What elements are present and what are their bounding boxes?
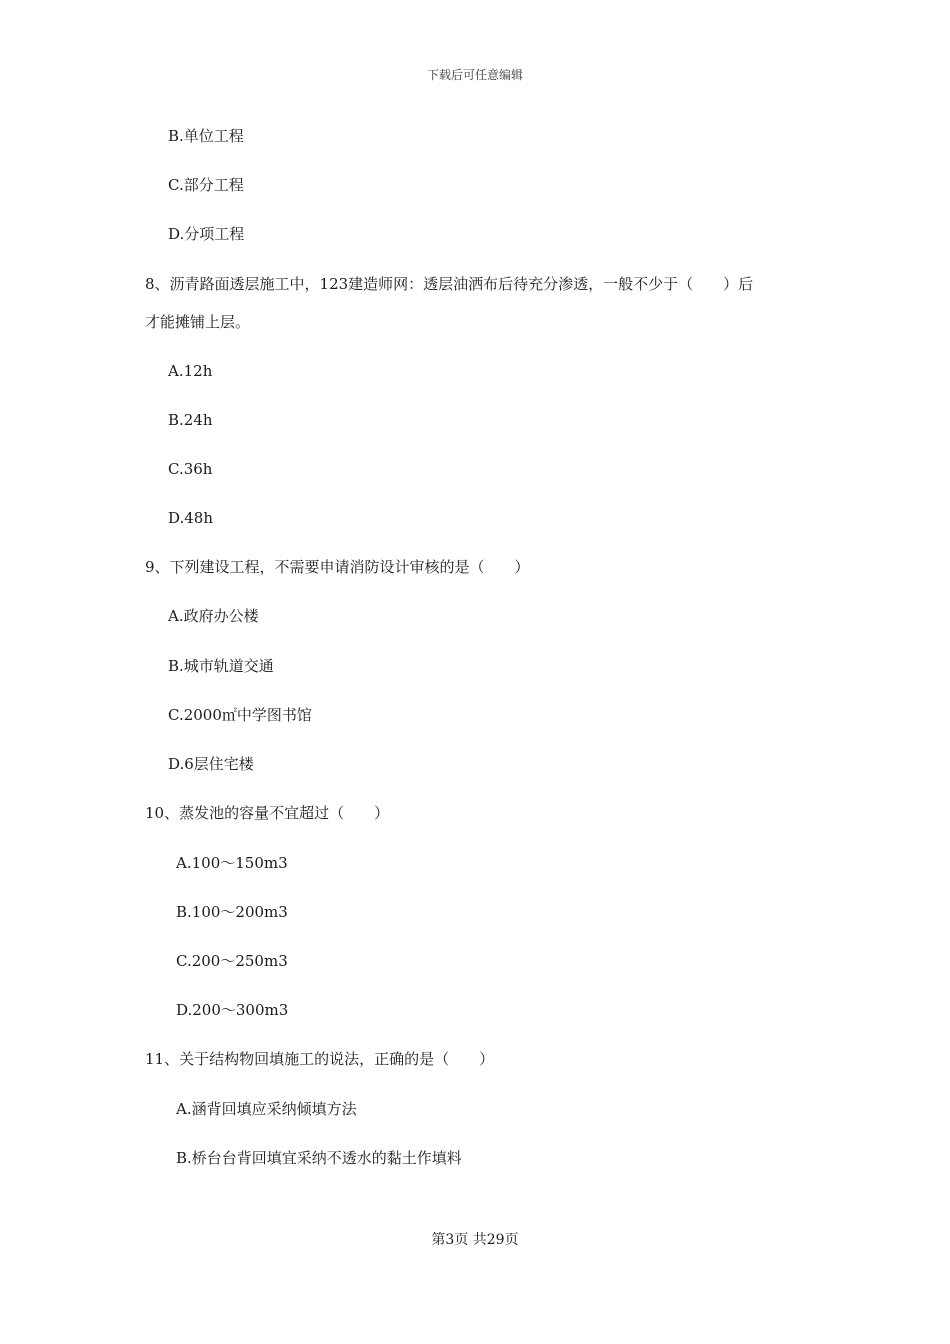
option-9d: D.6层住宅楼 xyxy=(168,755,254,773)
option-11a: A.涵背回填应采纳倾填方法 xyxy=(176,1100,357,1118)
option-10d: D.200～300m3 xyxy=(176,1001,289,1019)
option-9c: C.2000㎡中学图书馆 xyxy=(168,706,312,724)
option-8a: A.12h xyxy=(168,362,213,380)
option-9a: A.政府办公楼 xyxy=(168,607,259,625)
question-11: 11、关于结构物回填施工的说法，正确的是（ ） xyxy=(145,1050,495,1068)
question-8: 8、沥青路面透层施工中，123建造师网：透层油洒布后待充分渗透，一般不少于（ ）后 xyxy=(145,275,754,293)
option-8d: D.48h xyxy=(168,509,214,527)
page-header: 下载后可任意编辑 xyxy=(426,68,523,82)
option-11b: B.桥台台背回填宜采纳不透水的黏土作填料 xyxy=(176,1149,462,1167)
question-9: 9、下列建设工程，不需要申请消防设计审核的是（ ） xyxy=(145,558,530,576)
question-8-continued: 才能摊铺上层。 xyxy=(145,313,251,331)
option-7d: D.分项工程 xyxy=(168,225,245,243)
option-7b: B.单位工程 xyxy=(168,127,244,145)
option-7c: C.部分工程 xyxy=(168,176,244,194)
question-10: 10、蒸发池的容量不宜超过（ ） xyxy=(145,804,390,822)
option-10b: B.100～200m3 xyxy=(176,903,288,921)
option-8b: B.24h xyxy=(168,411,213,429)
option-10c: C.200～250m3 xyxy=(176,952,288,970)
option-9b: B.城市轨道交通 xyxy=(168,657,274,675)
page-footer: 第3页 共29页 xyxy=(431,1232,519,1248)
option-8c: C.36h xyxy=(168,460,213,478)
option-10a: A.100～150m3 xyxy=(176,854,288,872)
